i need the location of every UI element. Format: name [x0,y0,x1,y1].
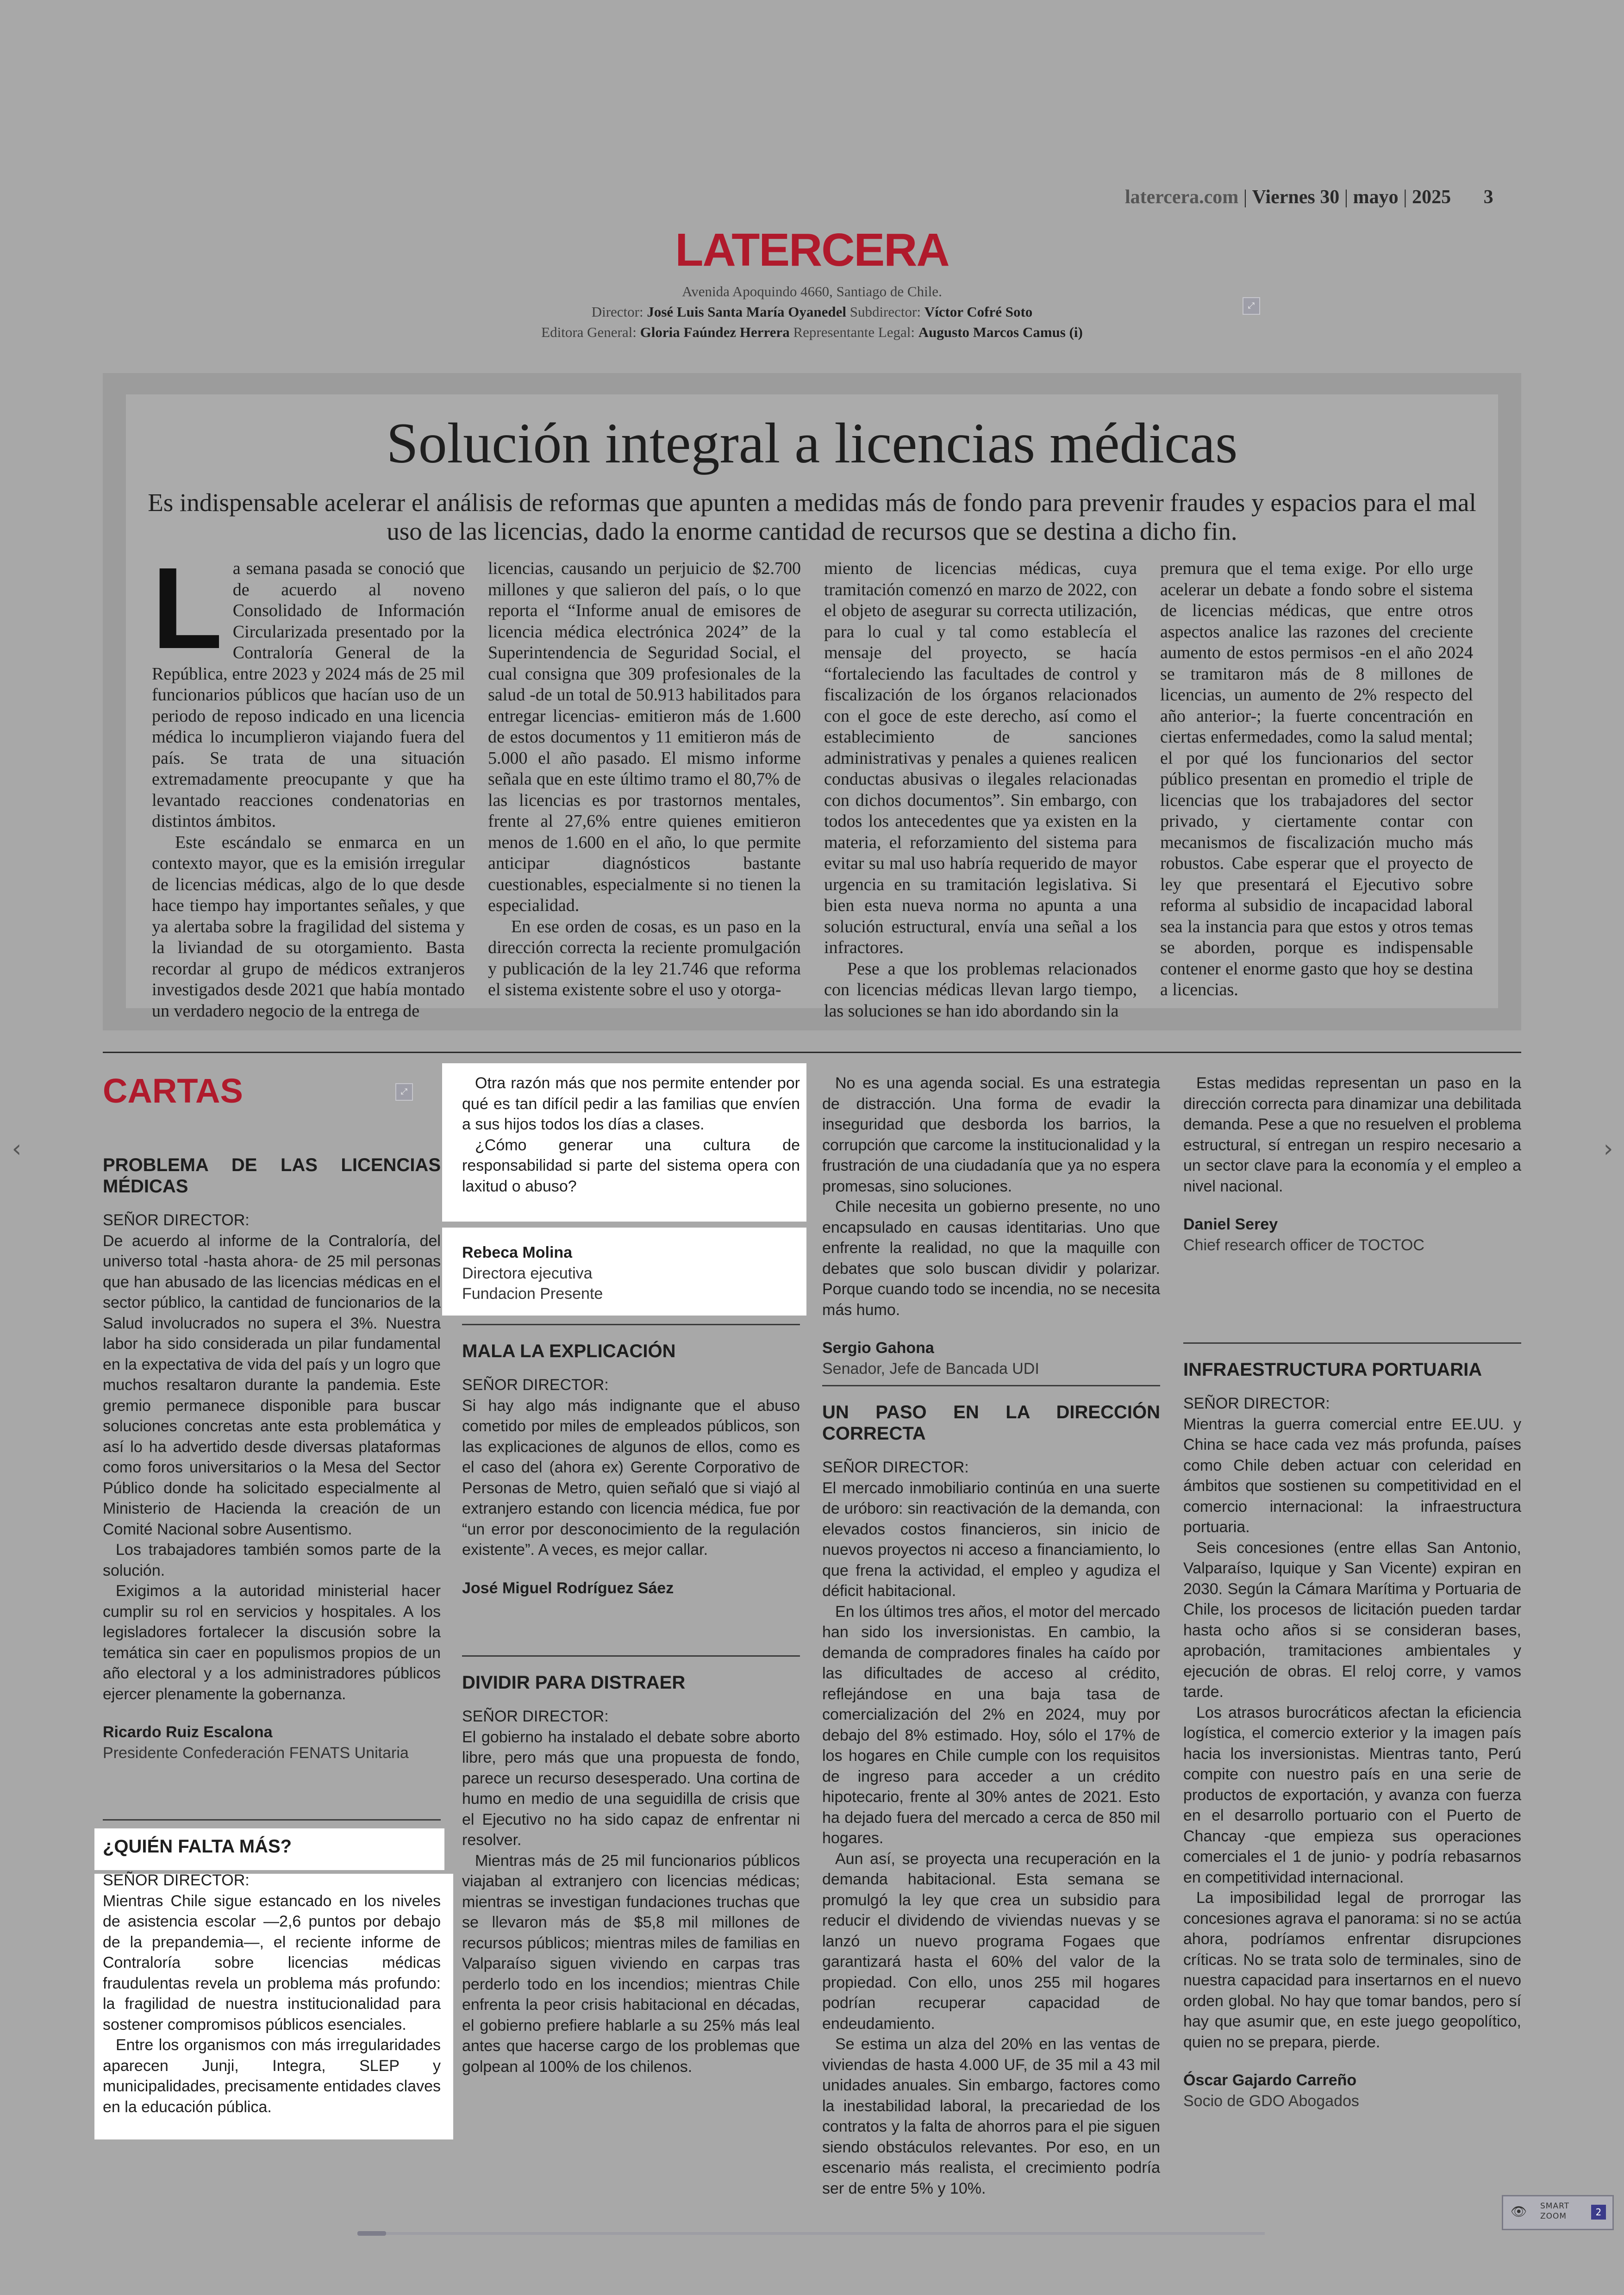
section-divider [103,1052,1521,1053]
cartas-section-title: CARTAS [103,1072,243,1110]
letter-quien-falta-mas-cont[interactable]: Otra razón más que nos permite entender por qué es tan difícil pedir a las familias que envíen a sus hijos todos los días a clases. ¿Cómo generar una cultura de responsabilidad si parte del sistema opera con laxitud o abuso? [462,1074,800,1195]
letter-role: Socio de GDO Abogados [1183,2092,1359,2110]
letter-salutation: SEÑOR DIRECTOR: [462,1376,609,1394]
next-page-button[interactable]: › [1603,1135,1613,1163]
editorial-column-2: licencias, causando un perjuicio de $2.700 millones y que salieron del país, o lo que reporta el “Informe anual de emisores de licencia médica electrónica 2024” de la Superintendencia de Seguridad Social, el cual consigna que 309 profesionales de la salud -de un total de 50.913 habilitados para entregar licencias- emitieron más de 1.600 de estos documentos y 11 emitieron más de 5.000 el año pasado. El mismo informe señala que en este último tramo el 80,7% de las licencias es por trastornos mentales, frente al 27,6% entre quienes emitieron menos de 1.600 en el año, lo que permite anticipar diagnósticos bastante cuestionables, especialmente si no tienen la especialidad. En ese orden de cosas, es un paso en la dirección correcta la reciente promulgación y publicación de la ley 21.746 que reforma el sistema existente sobre el uso y otorga- [488,559,801,999]
letter-divider [1183,1342,1521,1344]
letter-signature: Rebeca Molina [462,1244,573,1261]
page-number: 3 [1483,187,1493,208]
letter-infraestructura-portuaria[interactable]: INFRAESTRUCTURA PORTUARIA SEÑOR DIRECTOR: Mientras la guerra comercial entre EE.UU. y China se hace cada vez más profunda, países como Chile deben actuar con celeridad en ámbitos que sostienen su competitividad en el comercio internacional: la infraestructura portuaria. Seis concesiones (entre ellas San Antonio, Valparaíso, Iquique y San Vicente) expiran en 2030. Según la Cámara Marítima y Portuaria de Chile, los procesos de licitación pueden tardar hasta ocho años si se consideran bases, aprobación, tramitaciones ambientales y ejecución de obras. El reloj corre, y vamos tarde. Los atrasos burocráticos afectan la eficiencia logística, el comercio exterior y la imagen país hacia los inversionistas. Mientras tanto, Perú compite con nuestro país en una serie de productos de exportación, y avanza con fuerza en el desarrollo portuario con el Puerto de Chancay -que empieza sus operaciones comerciales el 1 de junio- y podría rebasarnos en competitividad internacional. La imposibilidad legal de prorrogar las concesiones agrava el panorama: si no se actúa ahora, podríamos enfrentar disrupciones críticas. No se trata solo de terminales, sino de nuestra capacidad para insertarnos en el nuevo orden global. No hay que tomar bandos, pero sí hay que asumir que, en este juego geopolítico, quien no se prepara, pierde. Óscar Gajardo Carreño Socio de GDO Abogados [1183,1359,1521,2111]
editorial-column-4: premura que el tema exige. Por ello urge acelerar un debate a fondo sobre el sistema de licencias médicas, que entre otros aspectos analice las razones del creciente aumento de estos permisos -en el año 2024 se tramitaron más de 8 millones de licencias, un aumento de 2% respecto del año anterior-; la fuerte concentración en ciertas enfermedades, como la salud mental; el por qué los funcionarios del sector público presentan en promedio el triple de licencias que los trabajadores del sector privado, y ciertamente contar con mecanismos de fiscalización mucho más robustos. Cabe esperar que el proyecto de ley que presentará el Ejecutivo sobre reforma al subsidio de incapacidad laboral sea la instancia para que estos y otros temas se aborden, porque es indispensable contener el enorme gasto que hoy se destina a licencias. [1160,559,1473,999]
folio-month: mayo [1353,187,1399,208]
masthead [0,224,1624,343]
letter-dividir-distraer-cont[interactable]: No es una agenda social. Es una estrategia de distracción. Una forma de evadir la inseguridad que desborda los barrios, la corrupción que carcome la institucionalidad y la frustración de una ciudadanía que ya no espera promesas, sino soluciones. Chile necesita un gobierno presente, no uno encapsulado en causas identitarias. Uno que enfrente la realidad, no que la maquille con debates que solo buscan dividir y polarizar. Porque cuando todo se incendia, no se necesita más humo. Sergio Gahona Senador, Jefe de Bancada UDI [822,1073,1160,1379]
letter-role: Fundacion Presente [462,1285,603,1303]
letter-salutation: SEÑOR DIRECTOR: [462,1708,609,1725]
editorial-column-1: La semana pasada se conoció que de acuerdo al noveno Consolidado de Información Circularizada presentado por la Contraloría General de la República, entre 2023 y 2024 más de 25 mil funcionarios públicos que hacían uso de un periodo de reposo indicado en una licencia médica lo incumplieron viajando fuera del país. Se trata de una situación extremadamente preocupante y que ha levantado reacciones condenatorias en distintos ámbitos. Este escándalo se enmarca en un contexto mayor, que es la emisión irregular de licencias médicas, algo de lo que desde hace tiempo hay importantes señales, y que ya alertaba sobre la fragilidad del sistema y la liviandad de su otorgamiento. Basta recordar al grupo de médicos extranjeros investigados desde 2021 que había montado un verdadero negocio de la entrega de [152,543,465,1021]
letter-role: Chief research officer de TOCTOC [1183,1236,1424,1254]
letter-dividir-distraer[interactable]: DIVIDIR PARA DISTRAER SEÑOR DIRECTOR: El gobierno ha instalado el debate sobre aborto libre, pero más que una propuesta de fondo, parece un recurso desesperado. Una cortina de humo en medio de una seguidilla de crisis que el Ejecutivo no ha sido capaz de enfrentar ni resolver. Mientras más de 25 mil funcionarios públicos viajaban al extranjero con licencias médicas; mientras se investigan fundaciones truchas que se llevaron más de $5,8 mil millones de recursos públicos; mientras miles de familias en Valparaíso siguen viviendo en carpas tras perderlo todo en los incendios; mientras Chile enfrenta la peor crisis habitacional en décadas, el gobierno prefiere hablarle a su 25% más leal antes que hacerse cargo de los problemas que golpean al 100% de los chilenos. [462,1672,800,2076]
letter-title: PROBLEMA DE LAS LICENCIAS MÉDICAS [103,1155,441,1197]
drop-cap: L [152,543,223,673]
editorial-title: Solución integral a licencias médicas [386,412,1238,475]
letter-signature: Ricardo Ruiz Escalona [103,1723,273,1741]
letter-salutation: SEÑOR DIRECTOR: [103,1211,250,1229]
editorial-column-3: miento de licencias médicas, cuya tramitación comenzó en marzo de 2022, con el objeto de asegurar su correcta utilización, para lo cual y tal como establecía el mensaje del proyecto, se hacía “fortaleciendo las facultades de control y fiscalización de los órganos relacionados con el goce de este derecho, así como el establecimiento de sanciones administrativas y penales a quienes realicen conductas abusivas o ilegales relacionadas con dichos documentos”. Sin embargo, con todos los antecedentes que ya existen en la materia, el reforzamiento del sistema para evitar su mal uso habría requerido de mayor urgencia en su tramitación legislativa. Si bien esta nueva norma no apunta a una solución estructural, envía una señal a los infractores. Pese a que los problemas relacionados con licencias médicas llevan largo tiempo, las soluciones se han ido abordando sin la [824,559,1137,1021]
horizontal-scrollbar[interactable] [357,2232,1265,2235]
folio-day: Viernes 30 [1252,187,1340,208]
site-url[interactable]: latercera.com [1125,187,1239,208]
smart-zoom-label: SMART ZOOM [1540,2201,1570,2221]
masthead-directors: Director: José Luis Santa María Oyanedel Subdirector: Víctor Cofré Soto [591,304,1033,320]
page-folio: latercera.com | Viernes 30 | mayo | 2025 3 [1125,187,1493,208]
letter-salutation: SEÑOR DIRECTOR: [103,1871,250,1889]
zoom-badge: 2 [1591,2205,1606,2220]
editorial-subtitle: Es indispensable acelerar el análisis de reformas que apunten a medidas más de fondo para prevenir fraudes y espacios para el mal uso de las licencias, dado la enorme cantidad de recursos que se destina a dicho fin. [148,488,1476,545]
previous-page-button[interactable]: ‹ [12,1135,22,1163]
letter-signature-block [462,1242,800,1304]
eye-icon: 👁 [1511,2204,1527,2219]
letter-problema-licencias[interactable]: PROBLEMA DE LAS LICENCIAS MÉDICAS SEÑOR DIRECTOR: De acuerdo al informe de la Contraloría, del universo total -hasta ahora- de 25 mil personas que han abusado de las licencias médicas en el sector público, la cantidad de funcionarios de la Salud involucrados no supera el 3%. Nuestra labor ha sido considerada un pilar fundamental en la expectativa de vida del país y un logro que muchos resaltaron durante la pandemia. Este gremio permanece disponible para buscar soluciones concretas ante esta problemática y así lo ha advertido desde diversas plataformas como foros universitarios o la Mesa del Sector Público donde ha solicitado especialmente al Ministerio de Hacienda la creación de un Comité Nacional sobre Ausentismo. Los trabajadores también somos parte de la solución. Exigimos a la autoridad ministerial hacer cumplir su rol en servicios y hospitales. A los legisladores fortalecer la discusión sobre la temática sin caer en populismos propios de un año electoral y a los administradores públicos ejercer plenamente la gobernanza. Ricardo Ruiz Escalona Presidente Confederación FENATS Unitaria [103,1154,441,1763]
letter-signature: Sergio Gahona [822,1339,934,1357]
newspaper-logo: LATERCERA [675,224,949,276]
letter-title: DIVIDIR PARA DISTRAER [462,1672,686,1693]
letter-divider [462,1324,800,1325]
letter-salutation: SEÑOR DIRECTOR: [822,1459,969,1476]
masthead-editors: Editora General: Gloria Faúndez Herrera Representante Legal: Augusto Marcos Camus (i) [541,324,1083,340]
letter-paso-direccion-correcta[interactable]: UN PASO EN LA DIRECCIÓN CORRECTA SEÑOR DIRECTOR: El mercado inmobiliario continúa en una suerte de uróboro: sin reactivación de la demanda, con elevados costos financieros, sin inicio de nuevos proyectos ni acceso a financiamiento, lo que frena la actividad, el empleo y agudiza el déficit habitacional. En los últimos tres años, el motor del mercado han sido los inversionistas. En cambio, la demanda de compradores finales ha caído por las dificultades de acceso al crédito, reflejándose en una baja tasa de comercialización del 2% en 2024, muy por debajo del 8% estimado. Hoy, sólo el 17% de los hogares en Chile cumple con los requisitos de ingreso para acceder a un crédito hipotecario, frente al 30% antes de 2021. Esto ha dejado fuera del mercado a cerca de 850 mil hogares. Aun así, se proyecta una recuperación en la demanda habitacional. Esta semana se promulgó la ley que crea un subsidio para reducir el dividendo de viviendas nuevas y se lanzó un nuevo programa Fogaes que garantizará hasta el 60% del valor de la propiedad. Con ello, unos 255 mil hogares podrían recuperar capacidad de endeudamiento. Se estima un alza del 20% en las ventas de viviendas de hasta 4.000 UF, de 35 mil a 43 mil unidades anuales. Sin embargo, factores como la inestabilidad laboral, la precariedad de los contratos y la falta de ahorros para el pie siguen siendo obstáculos relevantes. Por eso, en un escenario más realista, el crecimiento podría ser de entre 5% y 10%. [822,1402,1160,2197]
letter-title: UN PASO EN LA DIRECCIÓN CORRECTA [822,1402,1160,1444]
expand-letters-icon[interactable]: ⤢ [395,1083,413,1101]
letter-role: Presidente Confederación FENATS Unitaria [103,1744,409,1762]
letter-title: MALA LA EXPLICACIÓN [462,1341,676,1361]
letter-divider [462,1655,800,1657]
smart-zoom-control[interactable] [1502,2195,1614,2230]
letter-title: INFRAESTRUCTURA PORTUARIA [1183,1360,1482,1380]
letter-mala-explicacion[interactable]: MALA LA EXPLICACIÓN SEÑOR DIRECTOR: Si hay algo más indignante que el abuso cometido por miles de empleados públicos, son las explicaciones de algunos de ellos, como es el caso del (ahora ex) Gerente Corporativo de Personas de Metro, quien señaló que si viajó al extranjero estando con licencia médica, fue por “un error por desconocimiento de la regulación existente”. A veces, es mejor callar. José Miguel Rodríguez Sáez [462,1341,800,1598]
letter-signature: Óscar Gajardo Carreño [1183,2071,1357,2089]
scrollbar-thumb[interactable] [357,2231,386,2236]
folio-year: 2025 [1412,187,1451,208]
expand-article-icon[interactable]: ⤢ [1243,297,1260,315]
letter-divider [103,1819,441,1821]
letter-paso-direccion-correcta-cont[interactable]: Estas medidas representan un paso en la dirección correcta para dinamizar una debilitada demanda. Pese a que no resuelven el problema estructural, sí entregan un respiro necesario a un sector clave para la economía y el empleo a nivel nacional. Daniel Serey Chief research officer de TOCTOC [1183,1073,1521,1255]
letter-signature: Daniel Serey [1183,1216,1278,1233]
letter-title: ¿QUIÉN FALTA MÁS? [103,1836,292,1857]
letter-signature: José Miguel Rodríguez Sáez [462,1579,674,1597]
letter-quien-falta-mas[interactable]: ¿QUIÉN FALTA MÁS? SEÑOR DIRECTOR: Mientras Chile sigue estancado en los niveles de asistencia escolar —2,6 puntos por debajo de la prepandemia—, el reciente informe de Contraloría sobre licencias médicas fraudulentas revela un problema más profundo: la fragilidad de nuestra institucionalidad para sostener compromisos públicos esenciales. Entre los organismos con más irregularidades aparecen Junji, Integra, SLEP y municipalidades, precisamente entidades claves en la educación pública. [103,1836,441,2116]
letter-salutation: SEÑOR DIRECTOR: [1183,1395,1330,1412]
letter-role: Directora ejecutiva [462,1264,593,1282]
letter-divider [822,1385,1160,1386]
masthead-address: Avenida Apoquindo 4660, Santiago de Chile. [682,283,942,299]
letter-role: Senador, Jefe de Bancada UDI [822,1360,1039,1378]
